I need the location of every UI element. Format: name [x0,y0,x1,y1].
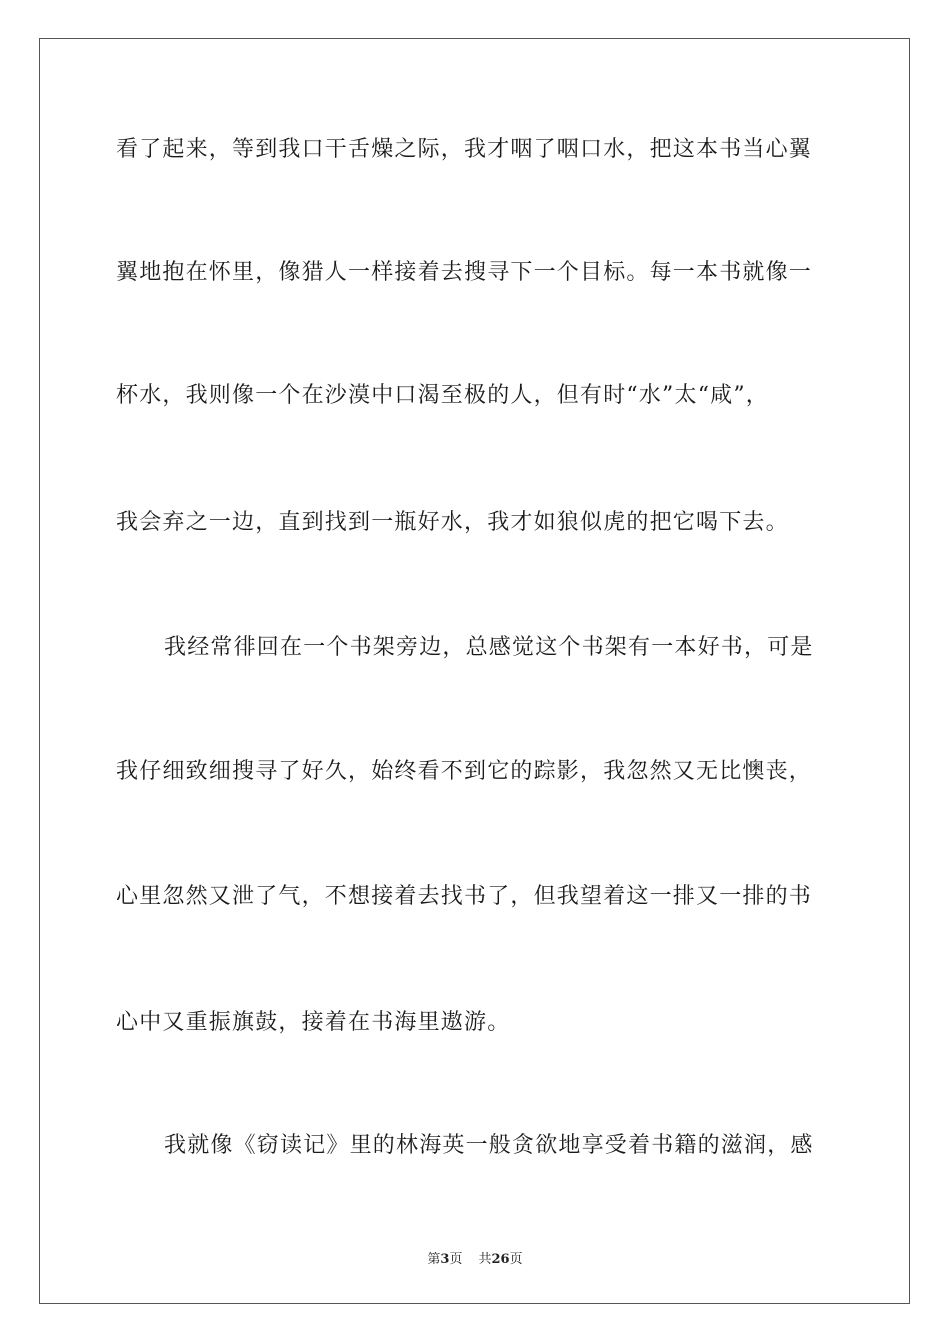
page-number: 3 [440,1252,450,1267]
text-line: 翼地抱在怀里，像猎人一样接着去搜寻下一个目标。每一本书就像一 [116,260,813,285]
total-suffix: 页 [509,1252,523,1267]
page-suffix: 页 [449,1252,463,1267]
text-line: 看了起来，等到我口干舌燥之际，我才咽了咽口水，把这本书当心翼 [116,137,813,162]
total-pages: 26 [491,1252,510,1267]
text-line: 我经常徘回在一个书架旁边，总感觉这个书架有一本好书，可是 [164,635,814,660]
text-line: 我就像《窃读记》里的林海英一般贪欲地享受着书籍的滋润，感 [164,1133,814,1158]
text-line: 心里忽然又泄了气，不想接着去找书了，但我望着这一排又一排的书 [116,884,813,909]
page-footer [0,1248,950,1267]
text-line: 杯水，我则像一个在沙漠中口渴至极的人，但有时“水”太“咸”， [116,383,769,408]
page-border [39,38,910,1304]
total-prefix: 共 [478,1252,492,1267]
page-prefix: 第 [427,1252,441,1267]
text-line: 心中又重振旗鼓，接着在书海里遨游。 [116,1010,511,1035]
text-line: 我仔细致细搜寻了好久，始终看不到它的踪影，我忽然又无比懊丧， [116,759,813,784]
text-line: 我会弃之一边，直到找到一瓶好水，我才如狼似虎的把它喝下去。 [116,510,789,535]
